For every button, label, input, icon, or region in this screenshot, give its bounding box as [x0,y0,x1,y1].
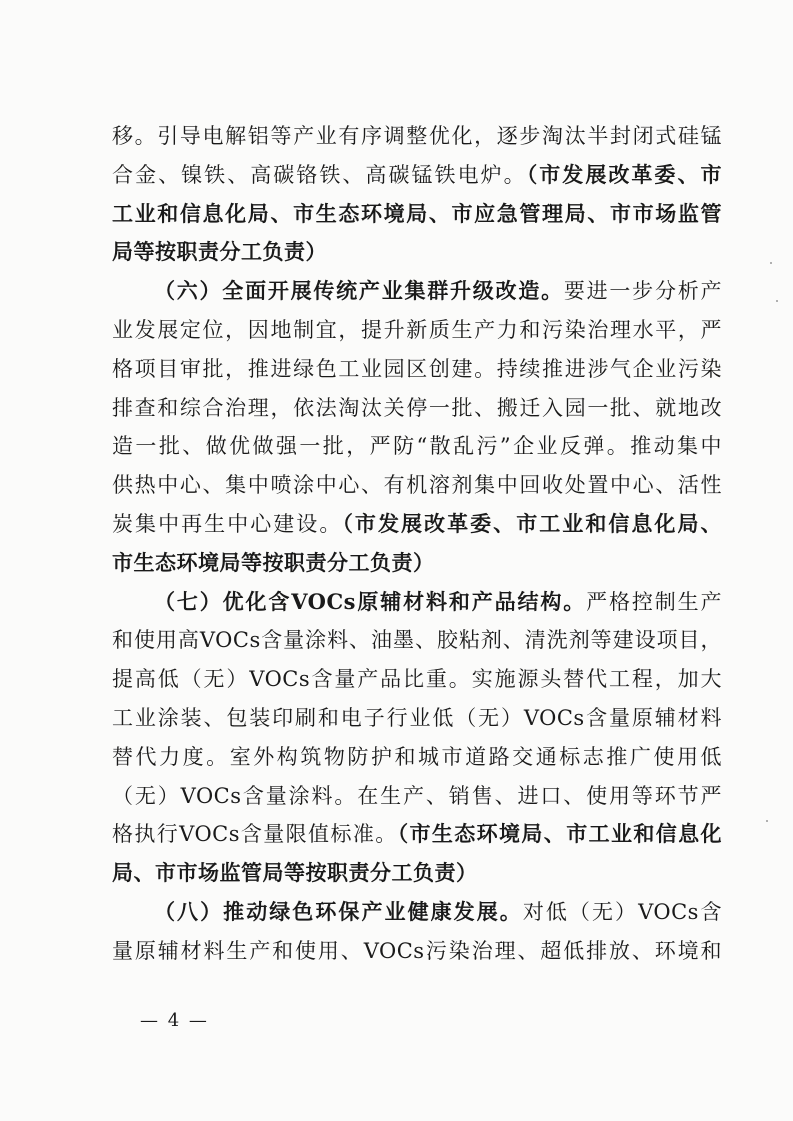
text-line [112,350,722,389]
text-run: 替代力度。室外构筑物防护和城市道路交通标志推广使用低 [112,744,722,769]
text-run: 造一批、做优做强一批，严防“散乱污”企业反弹。推动集中 [112,434,722,459]
text-line [112,893,722,932]
text-line [112,389,722,428]
text-line [112,311,722,350]
text-run: 和使用高VOCs含量涂料、油墨、胶粘剂、清洗剂等建设项目， [112,628,722,653]
text-run: 供热中心、集中喷涂中心、有机溶剂集中回收处置中心、活性 [112,473,722,498]
text-line [112,544,722,583]
text-line [112,738,722,777]
scan-speck [776,300,778,302]
text-run: 对低（无）VOCs含 [522,899,722,924]
text-line [112,854,722,893]
department-reference: 局、市市场监管局等按职责分工负责） [112,860,478,886]
text-run: 移。引导电解铝等产业有序调整优化，逐步淘汰半封闭式硅锰 [112,124,722,148]
text-run: 工业涂装、包装印刷和电子行业低（无）VOCs含量原辅材料 [112,705,722,730]
section-heading: （七）优化含VOCs原辅材料和产品结构。 [154,588,587,614]
text-line [112,583,722,622]
text-line [112,621,722,660]
text-line [112,427,722,466]
text-run: 格项目审批，推进绿色工业园区创建。持续推进涉气企业污染 [112,356,722,381]
text-run: 提高低（无）VOCs含量产品比重。实施源头替代工程，加大 [112,667,722,692]
department-reference: （市发展改革委、市工业和信息化局、 [342,510,723,536]
text-line [112,466,722,505]
text-line [112,815,722,854]
text-run: 严格控制生产 [586,589,722,614]
text-line [112,777,722,816]
scan-speck [770,262,772,264]
page-number: — 4 — [140,1010,209,1031]
text-run: 量原辅材料生产和使用、VOCs污染治理、超低排放、环境和 [112,938,722,963]
text-run: 排查和综合治理，依法淘汰关停一批、搬迁入园一批、就地改 [112,395,722,420]
department-reference: （市生态环境局、市工业和信息化 [397,821,723,847]
text-line [112,932,722,971]
text-run: （无）VOCs含量涂料。在生产、销售、进口、使用等环节严 [112,783,722,808]
scan-speck [766,820,768,822]
section-heading: （八）推动绿色环保产业健康发展。 [154,898,523,924]
text-line [112,699,722,738]
text-run: 合金、镍铁、高碳铬铁、高碳锰铁电炉。 [112,162,527,187]
text-line [112,233,722,272]
text-line [112,660,722,699]
department-reference: 市生态环境局等按职责分工负责） [112,549,435,575]
document-body [112,117,722,971]
department-reference: 局等按职责分工负责） [112,239,327,265]
text-line [112,117,722,156]
text-run: 炭集中再生中心建设。 [112,511,343,536]
department-reference: 工业和信息化局、市生态环境局、市应急管理局、市市场监管 [112,200,722,226]
text-run: 要进一步分析产 [563,279,722,304]
department-reference: （市发展改革委、市 [526,161,723,187]
text-run: 业发展定位，因地制宜，提升新质生产力和污染治理水平，严 [112,317,722,342]
text-line [112,156,722,195]
text-run: 格执行VOCs含量限值标准。 [112,822,398,847]
text-line [112,195,722,234]
text-line [112,272,722,311]
section-heading: （六）全面开展传统产业集群升级改造。 [154,278,564,304]
text-line [112,505,722,544]
